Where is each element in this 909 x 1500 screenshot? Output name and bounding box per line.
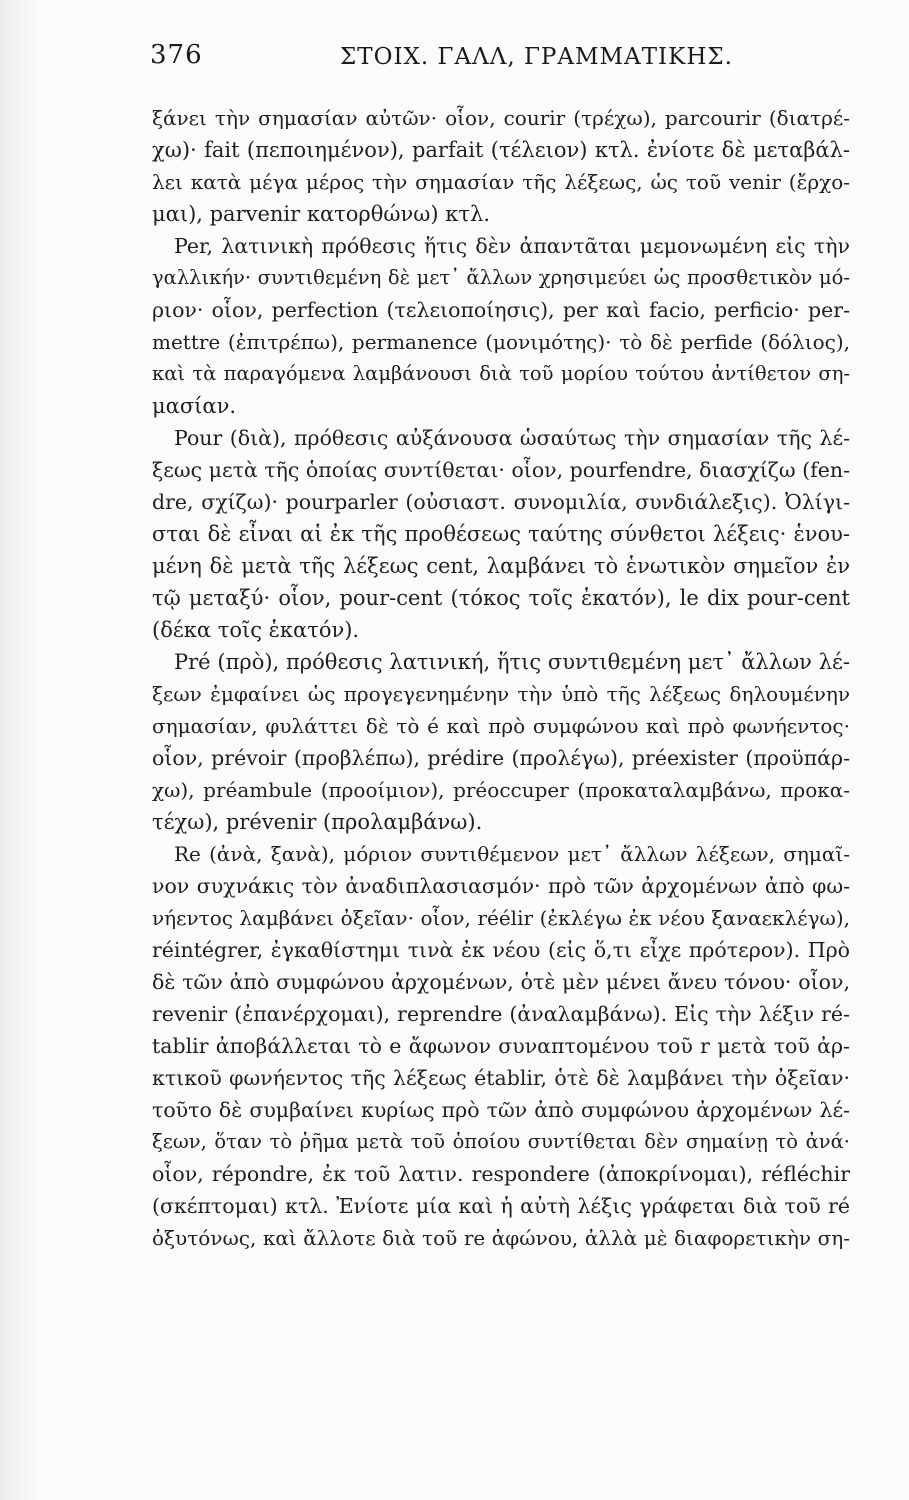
text-line: tablir ἀποβάλλεται τὸ e ἄφωνον συναπτομένου τοῦ r μετὰ τοῦ ἀρ- xyxy=(152,1034,850,1058)
text-line: mettre (ἐπιτρέπω), permanence (μονιμότης)· τὸ δὲ perfide (δόλιος), xyxy=(152,330,850,354)
text-line: σημασίαν, φυλάττει δὲ τὸ é καὶ πρὸ συμφώνου καὶ πρὸ φωνήεντος· xyxy=(152,714,850,738)
text-line: οἷον, prévoir (προβλέπω), prédire (προλέγω), préexister (προϋπάρ- xyxy=(152,746,850,770)
text-line: γαλλικήν· συντιθεμένη δὲ μετ᾽ ἄλλων χρησιμεύει ὡς προσθετικὸν μό- xyxy=(152,266,850,289)
text-line: Pour (διὰ), πρόθεσις αὐξάνουσα ὡσαύτως τὴν σημασίαν τῆς λέ- xyxy=(174,426,850,450)
page-number: 376 xyxy=(150,40,203,70)
text-line: τῷ μεταξύ· οἷον, pour-cent (τόκος τοῖς ἑκατόν), le dix pour-cent xyxy=(152,586,850,610)
running-title: ΣΤΟΙΧ. ΓΑΛΛ, ΓΡΑΜΜΑΤΙΚΗΣ. xyxy=(340,44,733,70)
text-line: νήεντος λαμβάνει ὀξεῖαν· οἷον, réélir (ἐκλέγω ἐκ νέου ξαναεκλέγω), xyxy=(152,906,850,930)
text-line: revenir (ἐπανέρχομαι), reprendre (ἀναλαμβάνω). Εἰς τὴν λέξιν ré- xyxy=(152,1002,850,1026)
text-line: μένη δὲ μετὰ τῆς λέξεως cent, λαμβάνει τὸ ἑνωτικὸν σημεῖον ἐν xyxy=(152,554,850,578)
text-line: ξάνει τὴν σημασίαν αὐτῶν· οἷον, courir (τρέχω), parcourir (διατρέ- xyxy=(152,106,850,130)
text-line: μασίαν. xyxy=(152,394,237,418)
text-line: μαι), parvenir κατορθώνω) κτλ. xyxy=(152,202,491,226)
text-line: ριον· οἷον, perfection (τελειοποίησις), per καὶ facio, perficio· per- xyxy=(152,298,850,322)
text-line: δὲ τῶν ἀπὸ συμφώνου ἀρχομένων, ὁτὲ μὲν μένει ἄνευ τόνου· οἷον, xyxy=(152,970,850,994)
text-line: ξεων ἐμφαίνει ὡς προγεγενημένην τὴν ὑπὸ τῆς λέξεως δηλουμένην xyxy=(152,682,850,706)
text-line: λει κατὰ μέγα μέρος τὴν σημασίαν τῆς λέξεως, ὡς τοῦ venir (ἔρχο- xyxy=(152,170,850,194)
text-line: νον συχνάκις τὸν ἀναδιπλασιασμόν· πρὸ τῶν ἀρχομένων ἀπὸ φω- xyxy=(152,874,850,898)
text-line: ὀξυτόνως, καὶ ἄλλοτε διὰ τοῦ re ἀφώνου, ἀλλὰ μὲ διαφορετικὴν ση- xyxy=(152,1226,850,1250)
text-line: χω), préambule (προοίμιον), préoccuper (προκαταλαμβάνω, προκα- xyxy=(152,778,850,802)
text-line: τέχω), prévenir (προλαμβάνω). xyxy=(152,810,483,834)
text-line: σται δὲ εἶναι αἱ ἐκ τῆς προθέσεως ταύτης σύνθετοι λέξεις· ἑνου- xyxy=(152,522,850,546)
text-line: οἷον, répondre, ἐκ τοῦ λατιν. respondere (ἀποκρίνομαι), réfléchir xyxy=(152,1162,850,1186)
page-header xyxy=(150,36,830,80)
body-text xyxy=(152,102,850,1254)
text-line: Re (ἀνὰ, ξανὰ), μόριον συντιθέμενον μετ᾽ ἄλλων λέξεων, σημαῖ- xyxy=(174,842,850,866)
text-line: (σκέπτομαι) κτλ. Ἐνίοτε μία καὶ ἡ αὐτὴ λέξις γράφεται διὰ τοῦ ré xyxy=(152,1194,850,1218)
text-line: Per, λατινικὴ πρόθεσις ἥτις δὲν ἀπαντᾶται μεμονωμένη εἰς τὴν xyxy=(174,234,850,258)
text-line: χω)· fait (πεποιημένον), parfait (τέλειον) κτλ. ἐνίοτε δὲ μεταβάλ- xyxy=(152,138,850,162)
text-line: réintégrer, ἐγκαθίστημι τινὰ ἐκ νέου (εἰς ὅ,τι εἶχε πρότερον). Πρὸ xyxy=(152,938,850,962)
text-line: ξεως μετὰ τῆς ὁποίας συντίθεται· οἷον, pourfendre, διασχίζω (fen- xyxy=(152,458,850,482)
text-line: κτικοῦ φωνήεντος τῆς λέξεως établir, ὁτὲ δὲ λαμβάνει τὴν ὀξεῖαν· xyxy=(152,1066,850,1090)
text-line: τοῦτο δὲ συμβαίνει κυρίως πρὸ τῶν ἀπὸ συμφώνου ἀρχομένων λέ- xyxy=(152,1098,850,1122)
text-line: Pré (πρὸ), πρόθεσις λατινική, ἥτις συντιθεμένη μετ᾽ ἄλλων λέ- xyxy=(174,650,850,674)
text-line: καὶ τὰ παραγόμενα λαμβάνουσι διὰ τοῦ μορίου τούτου ἀντίθετον ση- xyxy=(152,362,850,385)
text-line: ξεων, ὅταν τὸ ῥῆμα μετὰ τοῦ ὁποίου συντίθεται δὲν σημαίνῃ τὸ ἀνά· xyxy=(152,1130,850,1153)
text-line: dre, σχίζω)· pourparler (οὐσιαστ. συνομιλία, συνδιάλεξις). Ὀλίγι- xyxy=(152,490,850,514)
text-line: (δέκα τοῖς ἑκατόν). xyxy=(152,618,360,642)
